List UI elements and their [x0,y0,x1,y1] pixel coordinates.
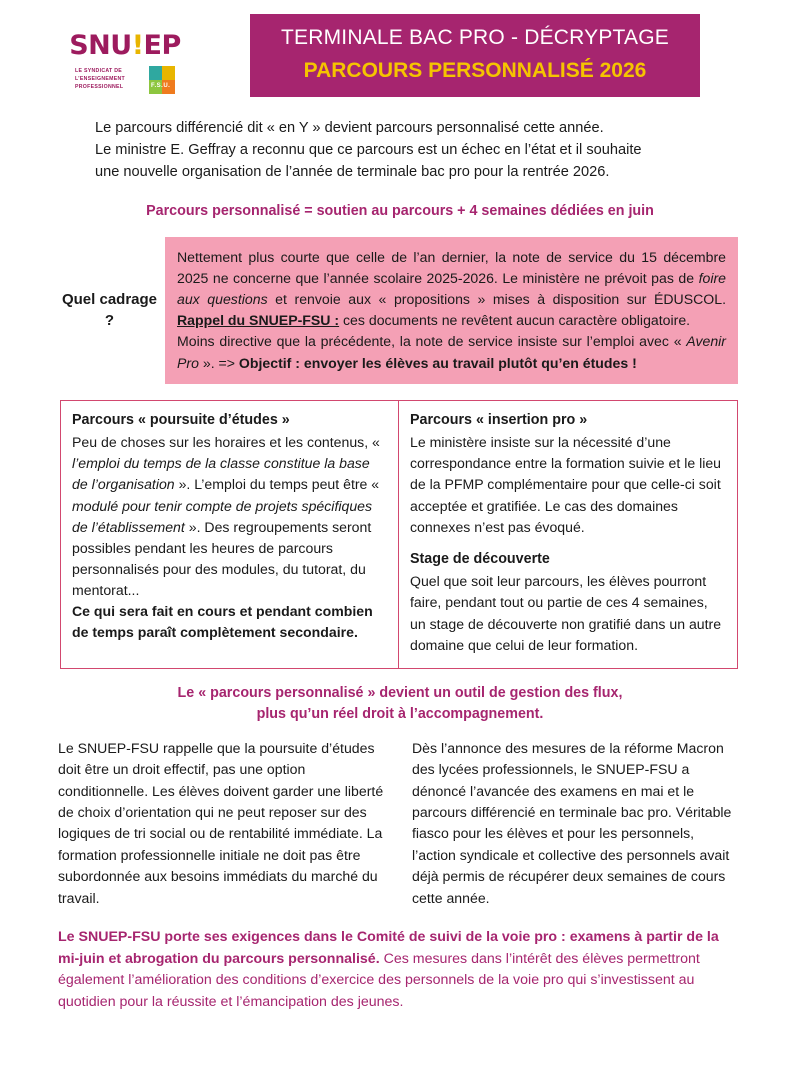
cadrage-question-label: Quel cadrage ? [61,290,158,330]
badge-square-yellow [162,66,175,80]
fsu-badge-icon [149,66,175,94]
snuep-logo [0,14,250,94]
closing-tail: Ces mesures dans l’intérêt des élèves permettront également l’amélioration des conditions d’exercice des personnels de la voie pro qui s’investissent au quotidien pour la réussite et l’émancipation des jeunes. [58,950,700,1010]
intro-line-3: une nouvelle organisation de l’année de terminale bac pro pour la rentrée 2026. [95,163,610,180]
column-right-heading-2: Stage de découverte [410,550,550,567]
col-left-p1-c: ». Des regroupements seront possibles pendant les heures de parcours personnalisés pour des modules, du tutorat, du mentorat... [72,518,372,599]
intro-line-1: Le parcours différencié dit « en Y » devient parcours personnalisé cette année. [95,119,604,136]
mid-statement [70,683,730,726]
column-insertion-pro [399,401,737,668]
bottom-two-columns [58,738,738,909]
cadrage-highlight-box [165,237,738,384]
column-left-paragraph-2: Ce qui sera fait en cours et pendant combien de temps paraît complètement secondaire. [72,603,373,641]
cadrage-p2-italic: Avenir Pro [177,333,726,371]
bottom-left-paragraph: Le SNUEP-FSU rappelle que la poursuite d’études doit être un droit effectif, pas une option conditionnelle. Les élèves doivent garder une liberté de choix d’orientation qui ne peut reposer sur des logiques de tri social ou de rentabilité immédiate. La formation professionnelle initiale ne doit pas être subordonnée aux besoins immédiats du marché du travail. [58,739,384,906]
cadrage-p2-b: ». => [198,354,239,371]
bottom-right-paragraph: Dès l’annonce des mesures de la réforme Macron des lycées professionnels, le SNUEP-FSU a dénoncé l’avancée des examens en mai et le parcours différencié en terminale bac pro. Véritable fiasco pour les élèves et pour les personnels, l’action syndicale et collective des personnels avait déjà permis de récupérer deux semaines de cours cette année. [412,739,732,906]
cadrage-p1-italic: foire aux questions [177,269,726,308]
col-left-p1-a: Peu de choses sur les horaires et les contenus, « [72,434,380,451]
cadrage-p2-a: Moins directive que la précédente, la note de service insiste sur l’emploi avec « [177,333,687,350]
mid-statement-line-1: Le « parcours personnalisé » devient un outil de gestion des flux, [177,684,623,701]
column-right-spacer [410,538,726,549]
cadrage-section [60,237,738,384]
column-poursuite-etudes [61,401,399,668]
bottom-column-right [412,738,738,909]
column-left-paragraph-1 [72,432,387,601]
cadrage-p1-c: ces documents ne revêtent aucun caractère obligatoire. [339,312,691,329]
intro-subtitle: Parcours personnalisé = soutien au parcours + 4 semaines dédiées en juin [146,203,654,220]
logo-wordmark-bang: ! [131,30,144,61]
title-line-2: PARCOURS PERSONNALISÉ 2026 [303,59,647,83]
closing-statement [58,927,742,1013]
column-right-heading-1: Parcours « insertion pro » [410,411,588,428]
intro-line-2: Le ministre E. Geffray a reconnu que ce parcours est un échec en l’état et il souhaite [95,141,642,158]
column-right-paragraph-1: Le ministère insiste sur la nécessité d’une correspondance entre la formation suivie et le lieu de la PFMP complémentaire pour que celle-ci soit acceptée et gratifiée. Le cas des domaines connexes n’est pas évoqué. [410,434,722,535]
logo-tagline: LE SYNDICAT DE L’ENSEIGNEMENT PROFESSIONNEL [75,68,126,90]
cadrage-paragraph-1 [177,247,726,332]
cadrage-p1-a: Nettement plus courte que celle de l’an dernier, la note de service du 15 décembre 2025 ne concerne que l’année scolaire 2025-2026. Le ministère ne prévoit pas de [177,248,726,286]
column-left-heading: Parcours « poursuite d’études » [72,411,290,428]
col-left-p1-italic-2: modulé pour tenir compte de projets spécifiques de l’établissement [72,497,373,535]
col-left-p1-b: ». L’emploi du temps peut être « [174,476,380,493]
cadrage-p1-underline: Rappel du SNUEP-FSU : [177,312,340,329]
intro-paragraph [95,117,742,184]
cadrage-paragraph-2 [177,331,726,373]
title-banner [250,14,700,97]
column-right-paragraph-2: Quel que soit leur parcours, les élèves pourront faire, pendant tout ou partie de ces 4 semaines, un stage de découverte non gratifié dans un autre domaine que celui de leur formation. [410,573,722,653]
page-header [0,0,800,97]
parcours-two-column-box [60,400,738,669]
mid-statement-line-2: plus qu’un réel droit à l’accompagnement. [256,706,544,723]
logo-wordmark-pre: SNU [69,30,132,61]
cadrage-p1-b: et renvoie aux « propositions » mises à disposition sur ÉDUSCOL. [267,291,726,308]
title-line-1: TERMINALE BAC PRO - DÉCRYPTAGE [281,26,669,49]
closing-lead: Le SNUEP-FSU porte ses exigences dans le Comité de suivi de la voie pro : examens à partir de la mi-juin et abrogation du parcours personnalisé. [58,929,719,967]
logo-subblock [75,66,175,94]
logo-wordmark-post: EP [143,30,181,61]
col-left-p1-italic: l’emploi du temps de la classe constitue la base de l’organisation [72,455,370,493]
bottom-column-left [58,738,384,909]
cadrage-p2-bold: Objectif : envoyer les élèves au travail plutôt qu’en études ! [238,354,637,371]
logo-wordmark [69,32,181,59]
badge-square-teal [149,66,162,80]
badge-label: F.S.U. [151,83,171,89]
